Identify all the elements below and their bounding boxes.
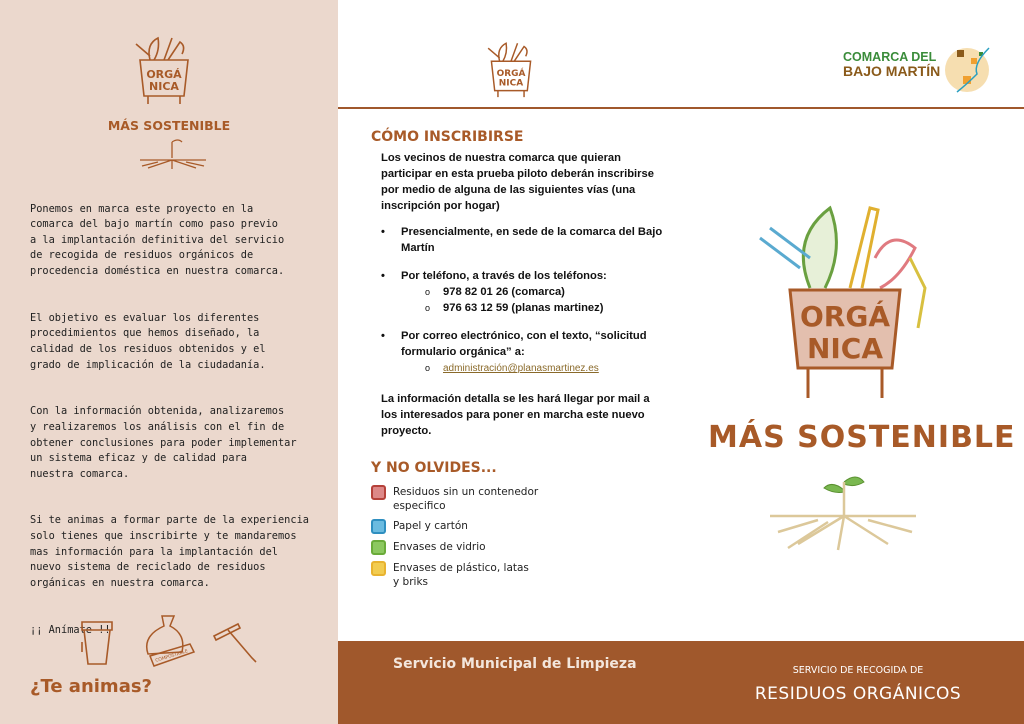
paragraph: El objetivo es evaluar los diferentes procedimientos que hemos diseñado, la calidad de los residuos obtenidos y el grado de implicación de la ciudadanía. — [30, 311, 266, 371]
organica-logo-icon — [128, 34, 200, 110]
bin-item — [371, 540, 671, 555]
sprout-roots-icon — [768, 472, 918, 552]
intro-text — [30, 186, 330, 669]
svg-text:NICA: NICA — [149, 80, 179, 93]
bin-icon — [78, 618, 116, 668]
info-column — [371, 128, 671, 595]
phone-number: o 978 82 01 26 (comarca) — [425, 284, 671, 300]
email-link[interactable]: administración@planasmartinez.es — [443, 363, 599, 374]
svg-text:ORGÁ: ORGÁ — [496, 68, 526, 79]
paragraph: ¡¡ Anímate !! — [30, 623, 111, 636]
blue-bin-icon — [371, 519, 386, 534]
yellow-bin-icon — [371, 561, 386, 576]
option-text: Por teléfono, a través de los teléfonos: — [401, 270, 607, 282]
bin-label: Envases de plástico, latas y briks — [393, 562, 529, 588]
paragraph: Con la información obtenida, analizaremos y realizaremos los análisis con el fin de obtener conclusiones para poder implementar un sistema eficaz y de calidad para nuestra comarca. — [30, 405, 297, 480]
left-panel — [0, 0, 338, 724]
option-text: Por correo electrónico, con el texto, “solicitud formulario orgánica” a: — [401, 330, 647, 358]
svg-text:ORGÁ: ORGÁ — [146, 68, 182, 81]
svg-text:NICA: NICA — [806, 332, 884, 365]
svg-text:COMPOSTABLE: COMPOSTABLE — [155, 649, 189, 664]
cta-heading: ¿Te animas? — [30, 676, 152, 697]
option-email — [381, 328, 671, 377]
footer-title: RESIDUOS ORGÁNICOS — [754, 684, 962, 704]
slogan: MÁS SOSTENIBLE — [107, 118, 231, 133]
bin-item — [371, 485, 671, 513]
comarca-line2: BAJO MARTÍN — [843, 63, 941, 79]
footer-service-name: Servicio Municipal de Limpieza — [393, 656, 637, 672]
svg-text:NICA: NICA — [498, 78, 524, 89]
paragraph: Ponemos en marca este proyecto en la comarca del bajo martín como paso previo a la implantación definitiva del servicio de recogida de residuos orgánicos de procedencia doméstica en nuestra comarca. — [30, 202, 285, 277]
organica-logo-small-icon — [481, 40, 541, 102]
comarca-line1: COMARCA DEL — [843, 50, 937, 64]
green-bin-icon — [371, 540, 386, 555]
divider — [338, 107, 1024, 109]
phone-number: o 976 63 12 59 (planas martinez) — [425, 300, 671, 316]
como-intro: Los vecinos de nuestra comarca que quieran participar en esta prueba piloto deberán inscribirse por medio de alguna de las siguientes vías (una inscripción por hogar) — [381, 152, 654, 212]
como-outro: La información detalla se les hará llegar por mail a los interesados para poner en marcha este nuevo proyecto. — [381, 393, 650, 437]
right-panel — [338, 0, 1024, 724]
comarca-logo — [843, 50, 940, 78]
option-text: Presencialmente, en sede de la comarca del Bajo Martín — [401, 226, 663, 254]
compost-bag-icon — [140, 612, 196, 670]
paragraph: Si te animas a formar parte de la experiencia solo tienes que inscribirte y te mandaremos mas información para la implantación del nuevo sistema de reciclado de residuos orgánicas en nuestra comarca. — [30, 514, 309, 589]
bin-label: Residuos sin un contenedor especifico — [393, 486, 539, 512]
red-bin-icon — [371, 485, 386, 500]
footer-subtitle: SERVICIO DE RECOGIDA DE — [792, 665, 924, 676]
option-phone — [381, 268, 671, 316]
sprout-icon — [138, 138, 208, 170]
inscription-options — [381, 224, 671, 377]
bin-item — [371, 561, 671, 589]
bin-item — [371, 519, 671, 534]
svg-text:ORGÁ: ORGÁ — [799, 300, 891, 333]
como-inscribirse-heading: CÓMO INSCRIBIRSE — [371, 129, 524, 145]
no-olvides-heading: Y NO OLVIDES... — [371, 460, 497, 476]
bin-label: Papel y cartón — [393, 520, 468, 532]
organica-hero-icon — [750, 198, 940, 403]
bin-label: Envases de vidrio — [393, 541, 486, 553]
comarca-emblem-icon — [943, 44, 993, 96]
footer — [338, 641, 1024, 724]
squeegee-icon — [212, 622, 258, 664]
bin-legend — [371, 485, 671, 589]
hero-slogan: MÁS SOSTENIBLE — [708, 420, 1016, 455]
option-in-person — [381, 224, 671, 256]
